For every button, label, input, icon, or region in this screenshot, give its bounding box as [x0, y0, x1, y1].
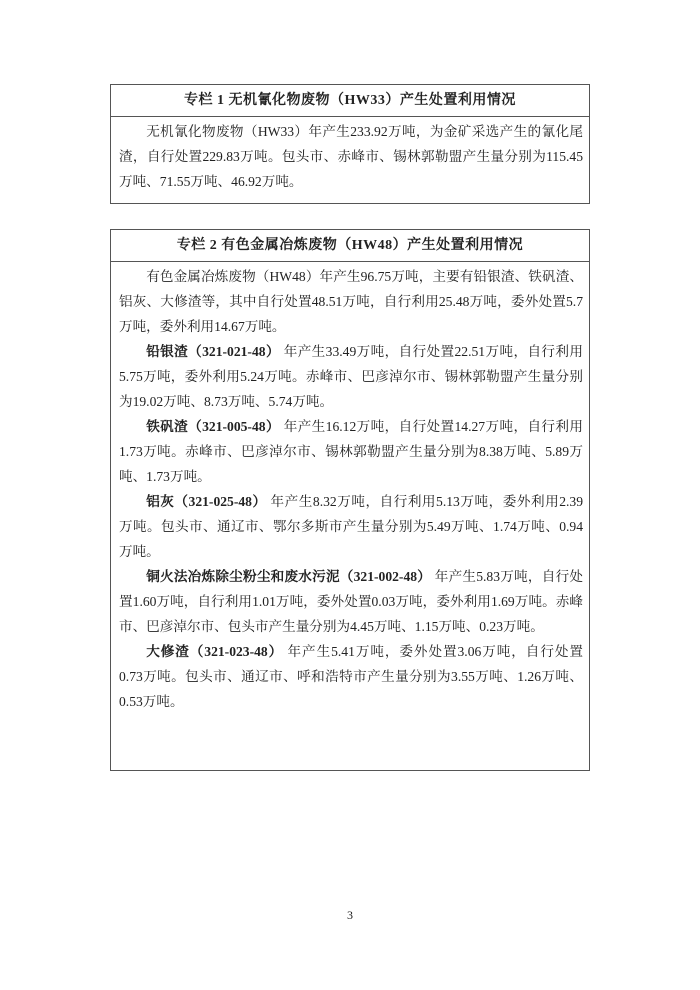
paragraph — [119, 564, 583, 639]
paragraph-lead: 铝灰（321-025-48） — [146, 494, 267, 509]
paragraph — [119, 119, 583, 194]
paragraph-lead: 铁矾渣（321-005-48） — [146, 419, 280, 434]
sidebar-box-1 — [110, 84, 590, 204]
sidebar-box-2 — [110, 229, 590, 771]
box-body — [111, 117, 589, 198]
paragraph-text: 年产生8.32万吨，自行利用5.13万吨，委外利用2.39万吨。包头市、通辽市、鄂尔多斯市产生量分别为5.49万吨、1.74万吨、0.94万吨。 — [119, 494, 583, 559]
paragraph — [119, 639, 583, 714]
box-title: 专栏 1 无机氰化物废物（HW33）产生处置利用情况 — [111, 85, 589, 117]
paragraph — [119, 264, 583, 339]
paragraph-lead: 铅银渣（321-021-48） — [146, 344, 280, 359]
paragraph-text: 无机氰化物废物（HW33）年产生233.92万吨，为金矿采选产生的氰化尾渣，自行处置229.83万吨。包头市、赤峰市、锡林郭勒盟产生量分别为115.45万吨、71.55万吨、46.92万吨。 — [119, 124, 583, 189]
paragraph — [119, 414, 583, 489]
paragraph — [119, 489, 583, 564]
paragraph — [119, 339, 583, 414]
paragraph-text: 年产生33.49万吨，自行处置22.51万吨，自行利用5.75万吨，委外利用5.24万吨。赤峰市、巴彦淖尔市、锡林郭勒盟产生量分别为19.02万吨、8.73万吨、5.74万吨。 — [119, 344, 583, 409]
box-title: 专栏 2 有色金属冶炼废物（HW48）产生处置利用情况 — [111, 230, 589, 262]
page-number: 3 — [347, 908, 353, 922]
paragraph-lead: 铜火法冶炼除尘粉尘和废水污泥（321-002-48） — [146, 569, 432, 584]
paragraph-text: 有色金属冶炼废物（HW48）年产生96.75万吨，主要有铅银渣、铁矾渣、铝灰、大修渣等，其中自行处置48.51万吨，自行利用25.48万吨，委外处置5.7万吨，委外利用14.67万吨。 — [119, 269, 583, 334]
paragraph-lead: 大修渣（321-023-48） — [146, 644, 284, 659]
paragraph-text: 年产生16.12万吨，自行处置14.27万吨，自行利用1.73万吨。赤峰市、巴彦淖尔市、锡林郭勒盟产生量分别为8.38万吨、5.89万吨、1.73万吨。 — [119, 419, 583, 484]
box-body — [111, 262, 589, 718]
paragraph-text: 年产生5.83万吨，自行处置1.60万吨，自行利用1.01万吨，委外处置0.03万吨，委外利用1.69万吨。赤峰市、巴彦淖尔市、包头市产生量分别为4.45万吨、1.15万吨、0.23万吨。 — [119, 569, 583, 634]
paragraph-text: 年产生5.41万吨，委外处置3.06万吨，自行处置0.73万吨。包头市、通辽市、呼和浩特市产生量分别为3.55万吨、1.26万吨、0.53万吨。 — [119, 644, 583, 709]
